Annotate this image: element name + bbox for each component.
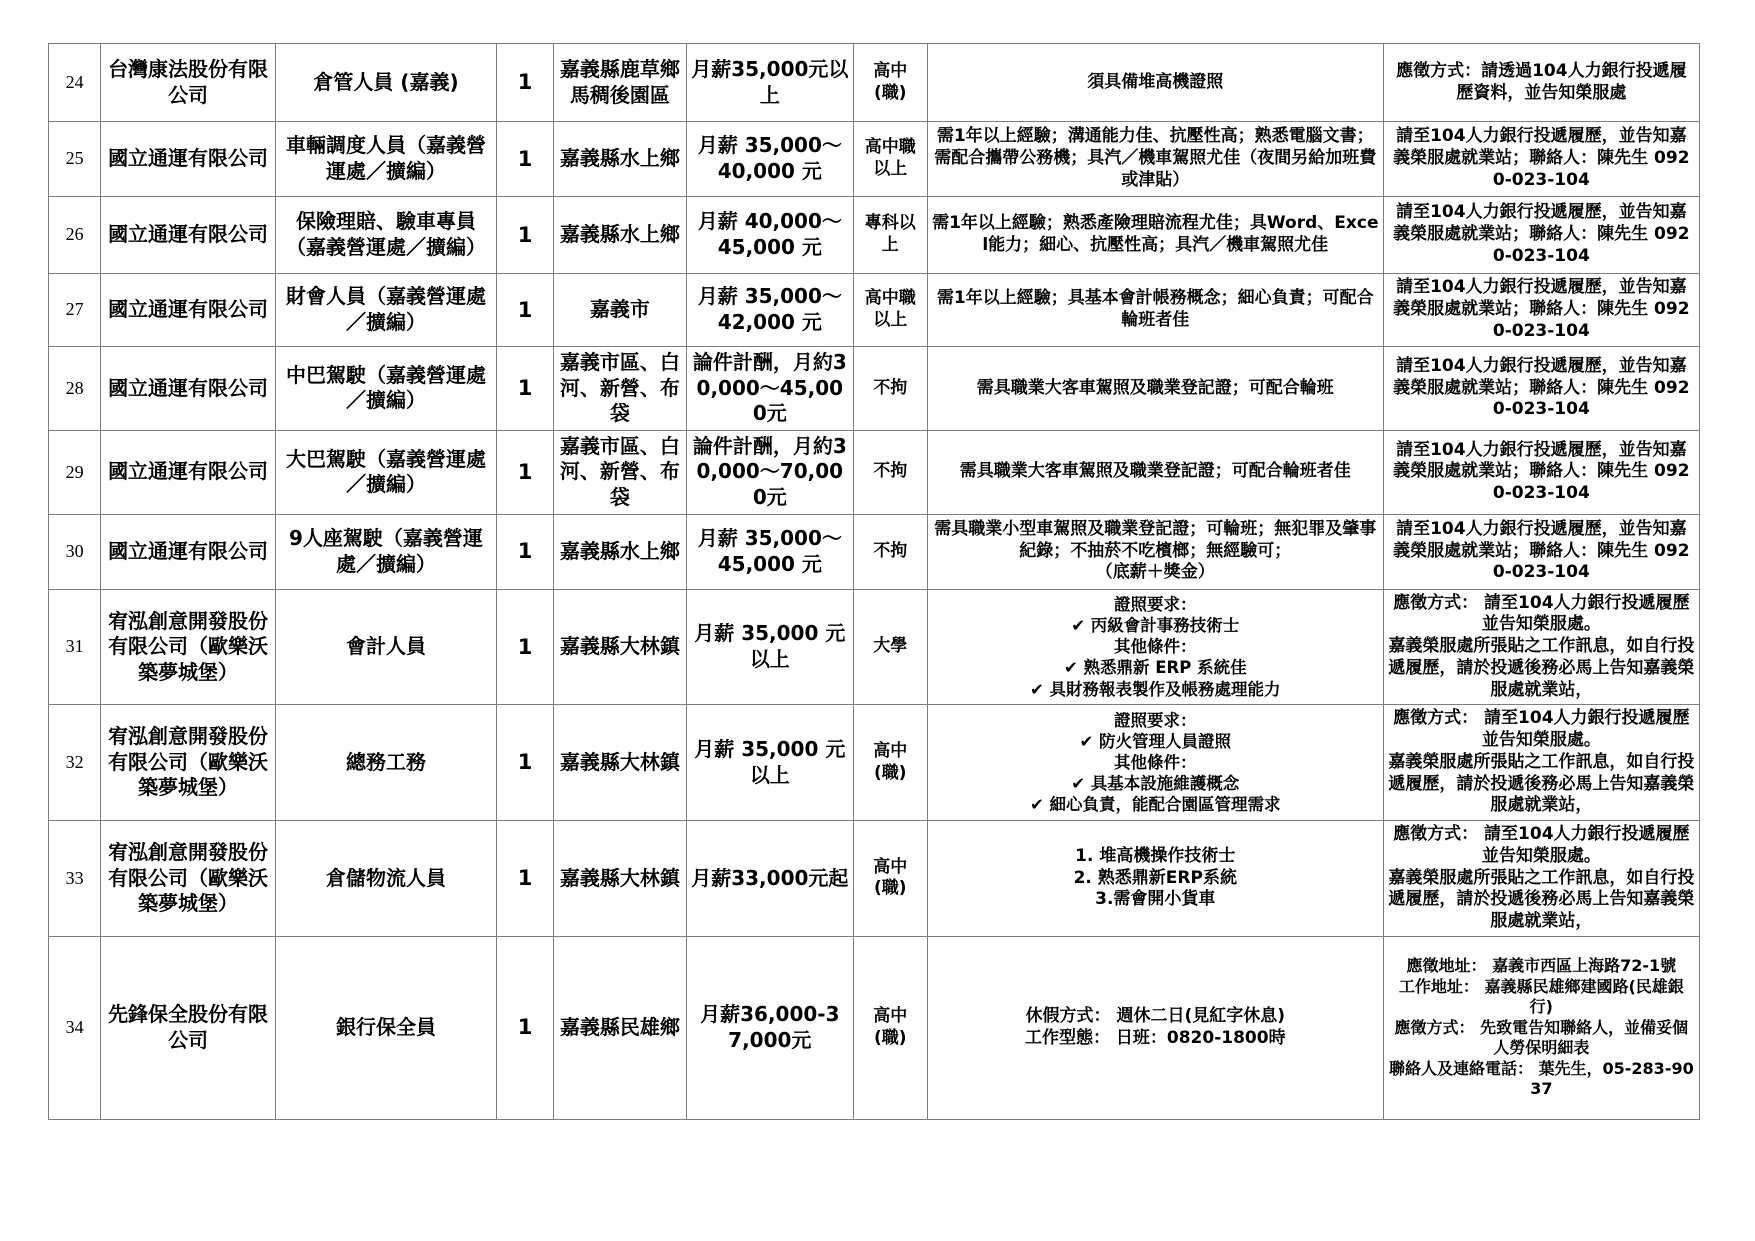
headcount: 1 [497, 821, 554, 937]
table-row [49, 274, 1700, 347]
table-row [49, 347, 1700, 431]
salary: 月薪 35,000 元以上 [686, 589, 853, 705]
job-title: 大巴駕駛（嘉義營運處／擴編） [275, 430, 496, 514]
text-line: 須具備堆高機證照 [1087, 71, 1224, 92]
text-line: 請至104人力銀行投遞履歷，並告知嘉義榮服處就業站；聯絡人：陳先生 0920-023-104 [1393, 277, 1690, 341]
job-title: 會計人員 [275, 589, 496, 705]
company-name: 宥泓創意開發股份有限公司（歐樂沃築夢城堡） [101, 589, 275, 705]
education-requirement [853, 122, 927, 197]
application-method [1383, 430, 1699, 514]
headcount: 1 [497, 44, 554, 122]
requirements [927, 821, 1383, 937]
row-number: 27 [49, 274, 101, 347]
company-name: 國立通運有限公司 [101, 430, 275, 514]
company-name: 國立通運有限公司 [101, 197, 275, 274]
work-location: 嘉義市區、白河、新營、布袋 [553, 347, 686, 431]
application-method [1383, 705, 1699, 821]
requirements [927, 197, 1383, 274]
text-line: 休假方式： 週休二日(見紅字休息) [1025, 1006, 1286, 1027]
job-title: 保險理賠、驗車專員（嘉義營運處／擴編） [275, 197, 496, 274]
row-number: 24 [49, 44, 101, 122]
text-line: 應徵方式： 請至104人力銀行投遞履歷並告知榮服處。 [1393, 824, 1690, 866]
job-title: 9人座駕駛（嘉義營運處／擴編） [275, 514, 496, 589]
work-location: 嘉義縣水上鄉 [553, 197, 686, 274]
requirements [927, 430, 1383, 514]
salary: 月薪 35,000～45,000 元 [686, 514, 853, 589]
salary: 月薪36,000-37,000元 [686, 936, 853, 1119]
text-line: (職) [874, 762, 907, 783]
text-line: ✔ 熟悉鼎新 ERP 系統佳 [1063, 658, 1247, 678]
requirements [927, 936, 1383, 1119]
text-line: 嘉義榮服處所張貼之工作訊息，如自行投遞履歷，請於投遞後務必馬上告知嘉義榮服處就業站， [1388, 751, 1695, 816]
text-line: 高中 [873, 1006, 908, 1027]
company-name: 國立通運有限公司 [101, 122, 275, 197]
work-location: 嘉義縣水上鄉 [553, 514, 686, 589]
text-line: 需具職業大客車駕照及職業登記證；可配合輪班者佳 [959, 461, 1351, 482]
text-line: 需1年以上經驗；溝通能力佳、抗壓性高；熟悉電腦文書；需配合攜帶公務機；具汽／機車駕照尤佳（夜間另給加班費或津貼） [934, 126, 1377, 190]
text-line: ✔ 具基本設施維護概念 [1071, 774, 1240, 794]
salary: 論件計酬，月約30,000～70,000元 [686, 430, 853, 514]
education-requirement [853, 274, 927, 347]
text-line: 高中 [873, 856, 908, 877]
headcount: 1 [497, 514, 554, 589]
row-number: 25 [49, 122, 101, 197]
job-vacancy-table [48, 43, 1700, 1120]
text-line: 工作地址： 嘉義縣民雄鄉建國路(民雄銀行) [1398, 976, 1684, 1017]
text-line: 應徵方式： 請至104人力銀行投遞履歷並告知榮服處。 [1393, 592, 1690, 635]
job-title: 銀行保全員 [275, 936, 496, 1119]
text-line: 應徵方式： 先致電告知聯絡人，並備妥個人勞保明細表 [1394, 1017, 1689, 1058]
row-number: 31 [49, 589, 101, 705]
salary: 月薪 35,000 元以上 [686, 705, 853, 821]
application-method [1383, 122, 1699, 197]
text-line: (職) [874, 878, 907, 899]
company-name: 國立通運有限公司 [101, 514, 275, 589]
headcount: 1 [497, 347, 554, 431]
text-line: ✔ 丙級會計事務技術士 [1071, 616, 1240, 636]
row-number: 32 [49, 705, 101, 821]
job-title: 總務工務 [275, 705, 496, 821]
text-line: 需具職業大客車駕照及職業登記證；可配合輪班 [976, 377, 1334, 398]
headcount: 1 [497, 274, 554, 347]
work-location: 嘉義縣大林鎮 [553, 705, 686, 821]
text-line: 應徵地址： 嘉義市西區上海路72-1號 [1406, 956, 1677, 976]
headcount: 1 [497, 197, 554, 274]
education-requirement: 不拘 [853, 514, 927, 589]
job-title: 倉管人員 (嘉義) [275, 44, 496, 122]
work-location: 嘉義市 [553, 274, 686, 347]
row-number: 26 [49, 197, 101, 274]
headcount: 1 [497, 122, 554, 197]
text-line: 工作型態： 日班：0820-1800時 [1024, 1027, 1286, 1048]
salary: 月薪33,000元起 [686, 821, 853, 937]
application-method [1383, 197, 1699, 274]
text-line: 高中職 [864, 288, 916, 309]
text-line: 以上 [873, 159, 908, 179]
text-line: 嘉義榮服處所張貼之工作訊息，如自行投遞履歷，請於投遞後務必馬上告知嘉義榮服處就業站， [1388, 867, 1695, 932]
text-line: 以上 [873, 310, 908, 330]
headcount: 1 [497, 589, 554, 705]
row-number: 33 [49, 821, 101, 937]
education-requirement: 不拘 [853, 347, 927, 431]
headcount: 1 [497, 430, 554, 514]
text-line: 嘉義榮服處所張貼之工作訊息，如自行投遞履歷，請於投遞後務必馬上告知嘉義榮服處就業站， [1388, 636, 1695, 700]
text-line: 請至104人力銀行投遞履歷，並告知嘉義榮服處就業站；聯絡人：陳先生 0920-023-104 [1393, 355, 1690, 420]
requirements [927, 347, 1383, 431]
job-title: 中巴駕駛（嘉義營運處／擴編） [275, 347, 496, 431]
requirements [927, 589, 1383, 705]
text-line: ✔ 防火管理人員證照 [1079, 732, 1232, 752]
education-requirement [853, 44, 927, 122]
education-requirement [853, 936, 927, 1119]
requirements [927, 514, 1383, 589]
text-line: 請至104人力銀行投遞履歷，並告知嘉義榮服處就業站；聯絡人：陳先生 0920-023-104 [1393, 518, 1690, 583]
table-row [49, 514, 1700, 589]
requirements [927, 705, 1383, 821]
text-line: 聯絡人及連絡電話： 葉先生，05-283-9037 [1388, 1058, 1694, 1098]
application-method [1383, 514, 1699, 589]
work-location: 嘉義縣水上鄉 [553, 122, 686, 197]
education-requirement: 專科以上 [853, 197, 927, 274]
text-line: 證照要求： [1114, 595, 1197, 615]
text-line: ✔ 細心負責，能配合園區管理需求 [1029, 795, 1281, 815]
text-line: 請至104人力銀行投遞履歷，並告知嘉義榮服處就業站；聯絡人：陳先生 0920-023-104 [1393, 202, 1690, 266]
text-line: ✔ 具財務報表製作及帳務處理能力 [1029, 679, 1281, 699]
requirements [927, 122, 1383, 197]
table-row [49, 122, 1700, 197]
work-location: 嘉義縣民雄鄉 [553, 936, 686, 1119]
text-line: 其他條件： [1114, 637, 1197, 657]
table-row [49, 589, 1700, 705]
headcount: 1 [497, 936, 554, 1119]
company-name: 國立通運有限公司 [101, 347, 275, 431]
work-location: 嘉義縣鹿草鄉馬稠後園區 [553, 44, 686, 122]
company-name: 國立通運有限公司 [101, 274, 275, 347]
text-line: （底薪＋獎金） [1095, 562, 1215, 583]
requirements [927, 274, 1383, 347]
text-line: 請至104人力銀行投遞履歷，並告知嘉義榮服處就業站；聯絡人：陳先生 0920-023-104 [1393, 126, 1690, 190]
text-line: 應徵方式： 請至104人力銀行投遞履歷並告知榮服處。 [1393, 708, 1690, 751]
salary: 月薪35,000元以上 [686, 44, 853, 122]
text-line: 高中職 [864, 137, 916, 158]
job-title: 倉儲物流人員 [275, 821, 496, 937]
text-line: 其他條件： [1114, 753, 1197, 773]
salary: 月薪 35,000～40,000 元 [686, 122, 853, 197]
table-row [49, 197, 1700, 274]
text-line: 需1年以上經驗；熟悉產險理賠流程尤佳；具Word、Excel能力；細心、抗壓性高；具汽／機車駕照尤佳 [932, 213, 1379, 255]
table-row [49, 44, 1700, 122]
salary: 月薪 40,000～45,000 元 [686, 197, 853, 274]
text-line: 證照要求： [1114, 710, 1197, 730]
table-row [49, 705, 1700, 821]
salary: 論件計酬，月約30,000～45,000元 [686, 347, 853, 431]
work-location: 嘉義市區、白河、新營、布袋 [553, 430, 686, 514]
application-method [1383, 821, 1699, 937]
company-name: 宥泓創意開發股份有限公司（歐樂沃築夢城堡） [101, 705, 275, 821]
text-line: 高中 [873, 740, 908, 761]
application-method [1383, 936, 1699, 1119]
application-method [1383, 589, 1699, 705]
row-number: 28 [49, 347, 101, 431]
work-location: 嘉義縣大林鎮 [553, 589, 686, 705]
row-number: 34 [49, 936, 101, 1119]
row-number: 30 [49, 514, 101, 589]
work-location: 嘉義縣大林鎮 [553, 821, 686, 937]
application-method [1383, 274, 1699, 347]
text-line: 需具職業小型車駕照及職業登記證；可輪班；無犯罪及肇事紀錄；不抽菸不吃檳榔；無經驗可； [934, 518, 1377, 561]
table-row [49, 821, 1700, 937]
text-line: 需1年以上經驗；具基本會計帳務概念；細心負責；可配合輪班者佳 [936, 288, 1374, 330]
application-method [1383, 347, 1699, 431]
text-line: 1. 堆高機操作技術士 [1075, 845, 1236, 866]
text-line: 應徵方式：請透過104人力銀行投遞履歷資料，並告知榮服處 [1396, 60, 1687, 103]
table-body [49, 44, 1700, 1120]
text-line: (職) [874, 82, 907, 103]
company-name: 台灣康法股份有限公司 [101, 44, 275, 122]
education-requirement [853, 821, 927, 937]
job-title: 車輛調度人員（嘉義營運處／擴編） [275, 122, 496, 197]
education-requirement: 大學 [853, 589, 927, 705]
application-method [1383, 44, 1699, 122]
education-requirement [853, 705, 927, 821]
headcount: 1 [497, 705, 554, 821]
text-line: 2. 熟悉鼎新ERP系統 [1073, 867, 1237, 888]
row-number: 29 [49, 430, 101, 514]
text-line: 3.需會開小貨車 [1095, 889, 1216, 910]
table-row [49, 936, 1700, 1119]
salary: 月薪 35,000～42,000 元 [686, 274, 853, 347]
text-line: (職) [874, 1027, 907, 1048]
requirements [927, 44, 1383, 122]
education-requirement: 不拘 [853, 430, 927, 514]
table-row [49, 430, 1700, 514]
text-line: 高中 [873, 60, 908, 81]
text-line: 請至104人力銀行投遞履歷，並告知嘉義榮服處就業站；聯絡人：陳先生 0920-023-104 [1393, 439, 1690, 504]
job-title: 財會人員（嘉義營運處／擴編） [275, 274, 496, 347]
company-name: 先鋒保全股份有限公司 [101, 936, 275, 1119]
company-name: 宥泓創意開發股份有限公司（歐樂沃築夢城堡） [101, 821, 275, 937]
